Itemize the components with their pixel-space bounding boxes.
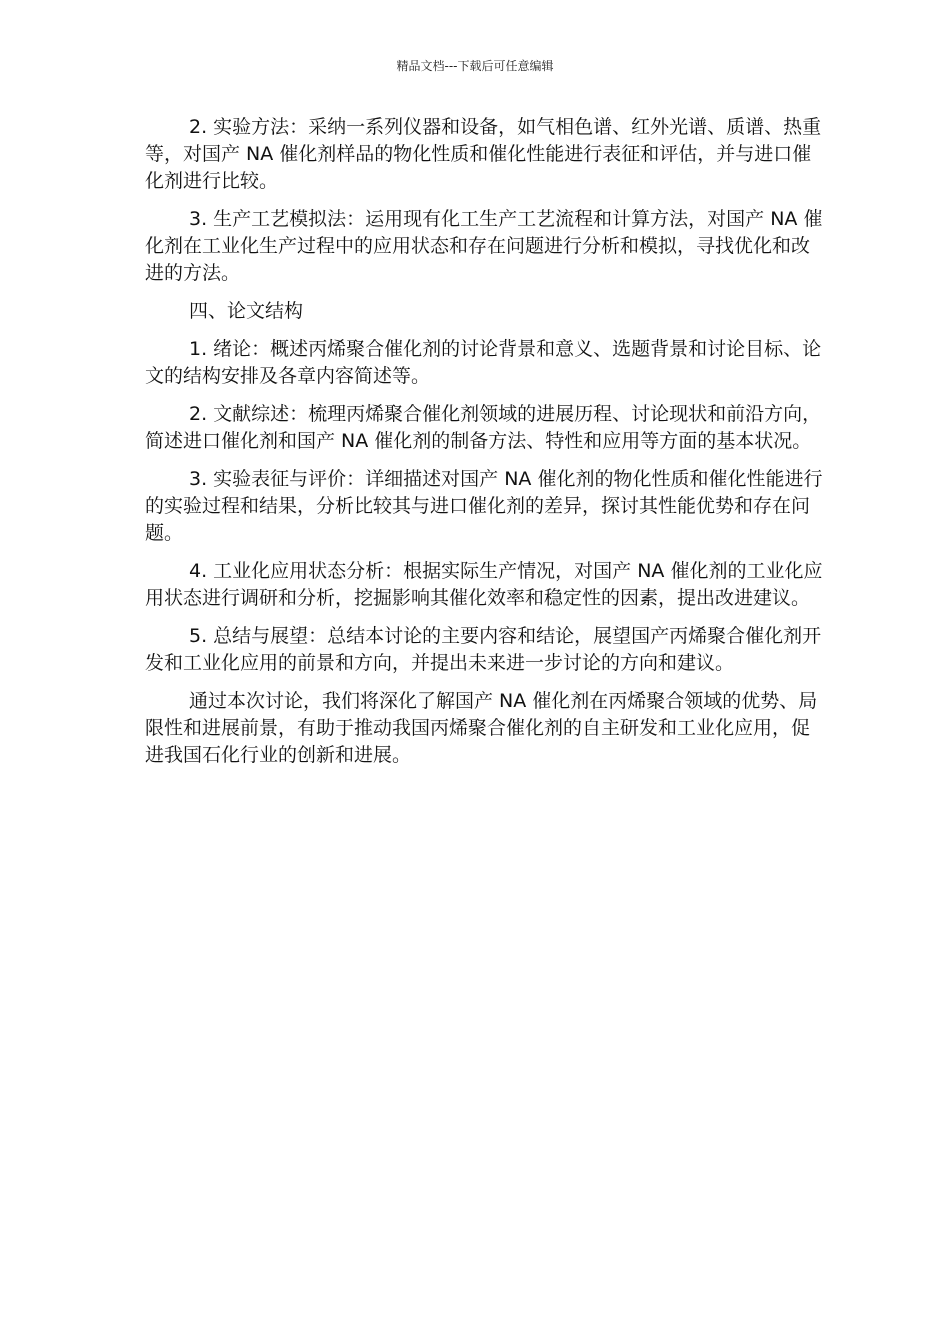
paragraph-conclusion: 通过本次讨论，我们将深化了解国产 NA 催化剂在丙烯聚合领域的优势、局限性和进展前景，有助于推动我国丙烯聚合催化剂的自主研发和工业化应用，促进我国石化行业的创新和进展。: [145, 690, 818, 766]
document-body: [145, 114, 825, 780]
paragraph-method-simulation: 3. 生产工艺模拟法：运用现有化工生产工艺流程和计算方法，对国产 NA 催化剂在工业化生产过程中的应用状态和存在问题进行分析和模拟，寻找优化和改进的方法。: [145, 208, 823, 284]
paragraph-structure-introduction: 1. 绪论：概述丙烯聚合催化剂的讨论背景和意义、选题背景和讨论目标、论文的结构安排及各章内容简述等。: [145, 338, 822, 387]
section-heading-structure: 四、论文结构: [189, 300, 304, 322]
paragraph-structure-experiment: 3. 实验表征与评价：详细描述对国产 NA 催化剂的物化性质和催化性能进行的实验过程和结果，分析比较其与进口催化剂的差异，探讨其性能优势和存在问题。: [145, 468, 823, 544]
paragraph-method-experiment: 2. 实验方法：采纳一系列仪器和设备，如气相色谱、红外光谱、质谱、热重等，对国产 NA 催化剂样品的物化性质和催化性能进行表征和评估，并与进口催化剂进行比较。: [145, 116, 822, 192]
paragraph-structure-literature: 2. 文献综述：梳理丙烯聚合催化剂领域的进展历程、讨论现状和前沿方向，简述进口催化剂和国产 NA 催化剂的制备方法、特性和应用等方面的基本状况。: [145, 403, 822, 452]
paragraph-structure-summary: 5. 总结与展望：总结本讨论的主要内容和结论，展望国产丙烯聚合催化剂开发和工业化应用的前景和方向，并提出未来进一步讨论的方向和建议。: [145, 625, 822, 674]
page-header: 精品文档---下载后可任意编辑: [396, 59, 554, 73]
paragraph-structure-industrial: 4. 工业化应用状态分析：根据实际生产情况，对国产 NA 催化剂的工业化应用状态进行调研和分析，挖掘影响其催化效率和稳定性的因素，提出改进建议。: [145, 560, 823, 609]
